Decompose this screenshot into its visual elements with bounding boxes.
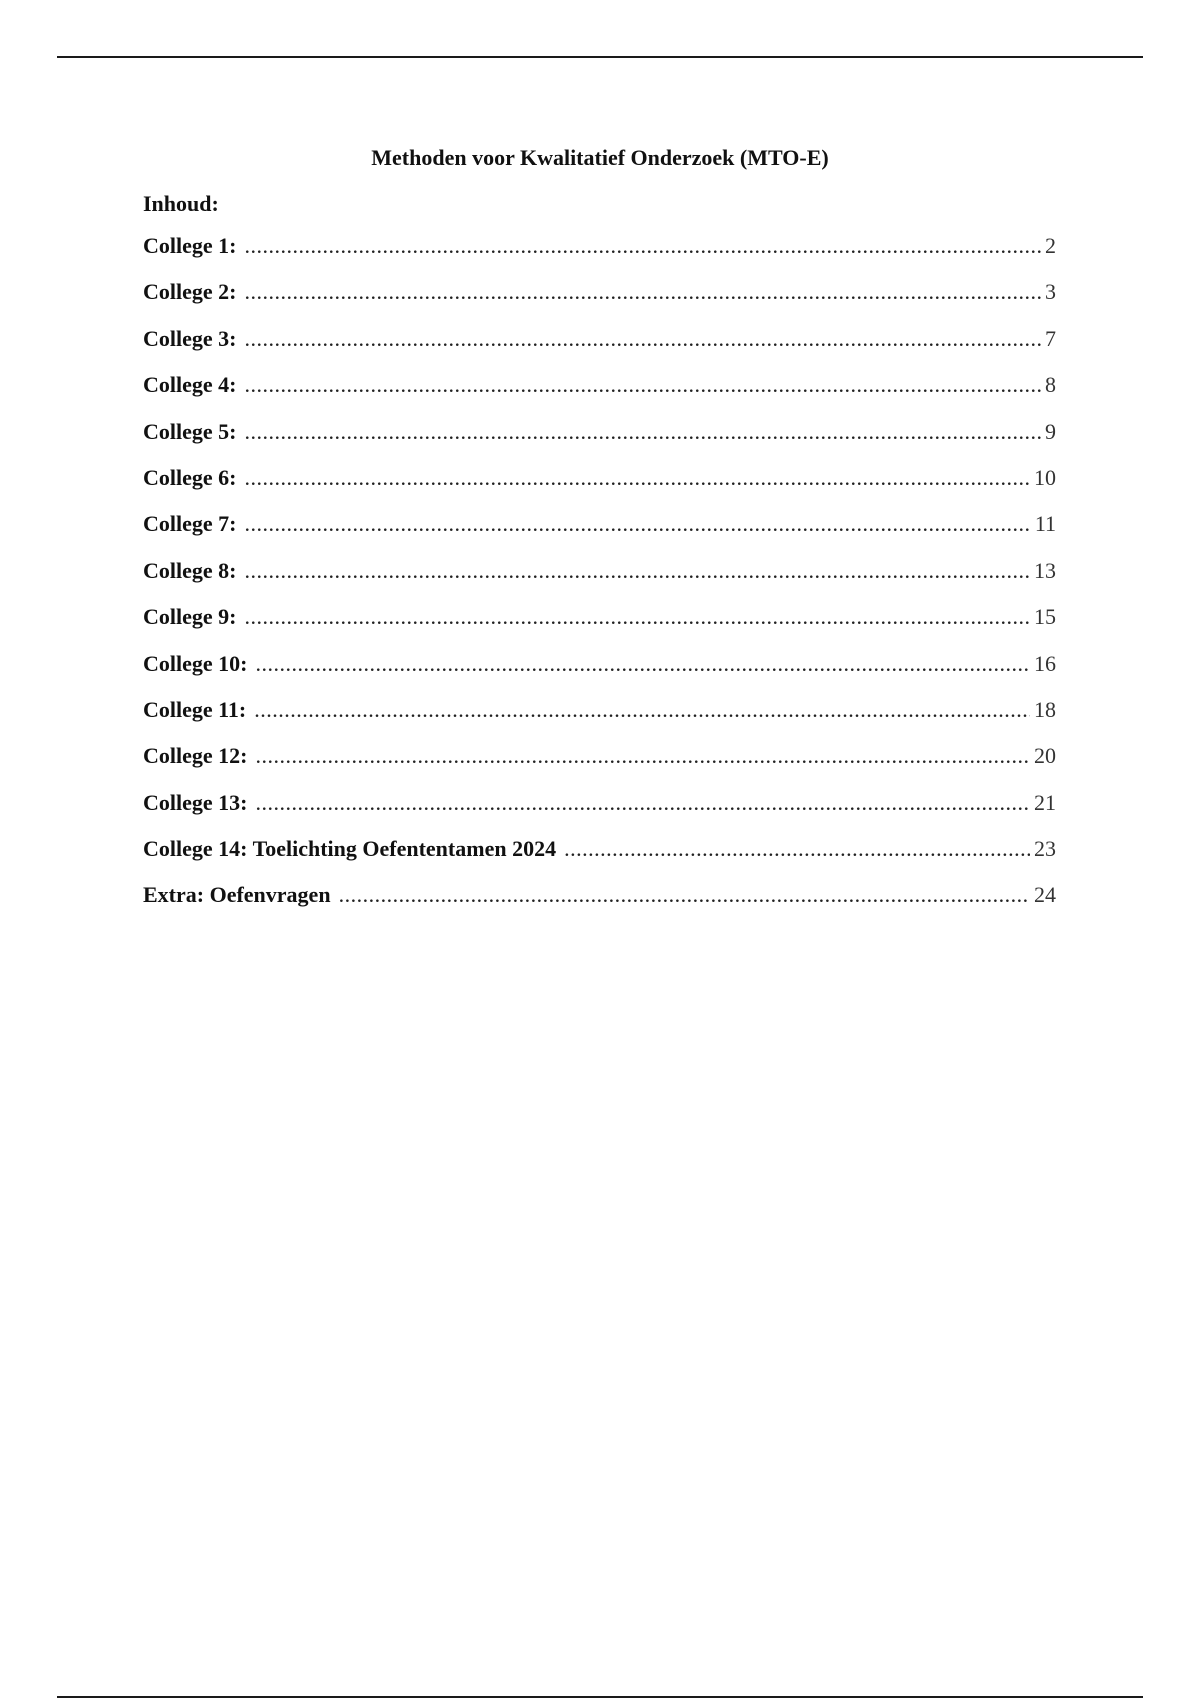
toc-entry[interactable] — [143, 696, 1056, 742]
toc-entry-page: 10 — [1034, 464, 1056, 490]
toc-dot-leader — [244, 232, 1041, 260]
toc-entry-page: 15 — [1034, 604, 1056, 630]
toc-entry-page: 2 — [1045, 233, 1056, 258]
toc-dot-leader — [244, 557, 1030, 585]
toc-entry[interactable] — [143, 557, 1056, 603]
toc-entry[interactable] — [143, 371, 1056, 417]
toc-dot-leader — [564, 835, 1030, 863]
toc-entry-page: 16 — [1034, 650, 1056, 676]
toc-entry-label: College 3: — [143, 325, 237, 351]
toc-entry-page: 24 — [1034, 882, 1056, 908]
toc-dot-leader — [255, 650, 1030, 678]
toc-entry-label: College 8: — [143, 557, 237, 583]
toc-entry-label: College 1: — [143, 233, 237, 258]
toc-entry[interactable] — [143, 325, 1056, 371]
toc-dot-leader — [244, 603, 1030, 631]
toc-entry-page: 18 — [1034, 696, 1056, 722]
toc-entry[interactable] — [143, 789, 1056, 835]
toc-entry[interactable] — [143, 603, 1056, 649]
toc-entry[interactable] — [143, 742, 1056, 788]
footer-rule — [57, 1696, 1143, 1698]
toc-entry-label: College 6: — [143, 464, 237, 490]
header-rule — [57, 56, 1143, 58]
toc-entry-label: College 11: — [143, 696, 247, 722]
toc-entry-label: College 13: — [143, 789, 248, 815]
toc-dot-leader — [254, 696, 1030, 724]
toc-entry-label: College 10: — [143, 650, 248, 676]
toc-entry-label: College 4: — [143, 372, 237, 398]
toc-entry-label: College 7: — [143, 511, 237, 537]
toc-entry-page: 11 — [1034, 511, 1056, 537]
toc-dot-leader — [244, 325, 1041, 353]
toc-entry[interactable] — [143, 835, 1056, 881]
toc-entry[interactable] — [143, 232, 1056, 278]
toc-entry-label: College 12: — [143, 743, 248, 769]
toc-entry-page: 20 — [1034, 743, 1056, 769]
toc-entry-page: 9 — [1045, 418, 1056, 444]
toc-dot-leader — [244, 278, 1041, 306]
toc-entry-page: 7 — [1045, 325, 1056, 351]
toc-entry-page: 13 — [1034, 557, 1056, 583]
toc-entry-label: College 14: Toelichting Oefententamen 2024 — [143, 836, 557, 862]
toc-entry-label: College 2: — [143, 279, 237, 305]
toc-entry[interactable] — [143, 464, 1056, 510]
toc-dot-leader — [244, 464, 1030, 492]
toc-entry[interactable] — [143, 510, 1056, 556]
toc-entry-label: College 9: — [143, 604, 237, 630]
toc-entry[interactable] — [143, 650, 1056, 696]
toc-dot-leader — [244, 371, 1041, 399]
toc-entry-page: 3 — [1045, 279, 1056, 305]
toc-dot-leader — [244, 418, 1041, 446]
toc-entry[interactable] — [143, 278, 1056, 324]
toc-dot-leader — [244, 510, 1030, 538]
toc-entry-page: 23 — [1034, 836, 1056, 862]
document-title: Methoden voor Kwalitatief Onderzoek (MTO-E) — [371, 145, 829, 170]
toc-entry-page: 21 — [1034, 789, 1056, 815]
toc-entry-label: College 5: — [143, 418, 237, 444]
toc-heading: Inhoud: — [143, 191, 219, 216]
toc-dot-leader — [339, 881, 1030, 909]
toc-entry-label: Extra: Oefenvragen — [143, 882, 331, 908]
table-of-contents — [143, 232, 1056, 928]
toc-dot-leader — [255, 789, 1030, 817]
toc-entry[interactable] — [143, 418, 1056, 464]
toc-entry[interactable] — [143, 881, 1056, 927]
toc-dot-leader — [255, 742, 1030, 770]
toc-entry-page: 8 — [1045, 372, 1056, 398]
